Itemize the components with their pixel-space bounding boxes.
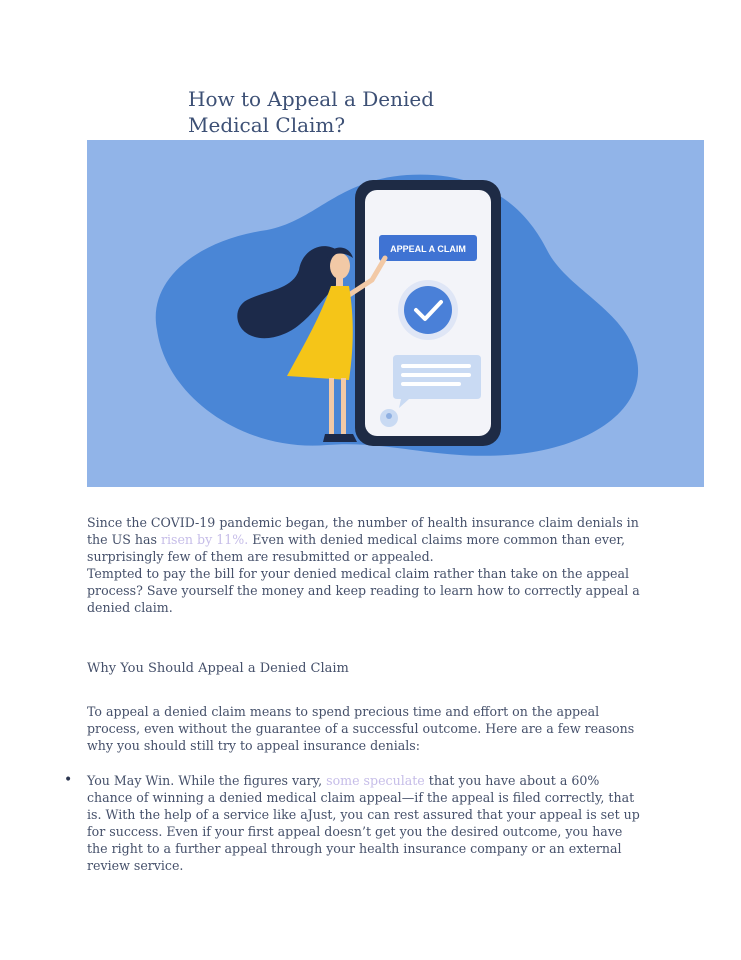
intro-paragraph: [87, 514, 647, 565]
woman-leg: [329, 378, 334, 434]
some-speculate-link[interactable]: some speculate: [326, 773, 425, 788]
phone-notch: [405, 184, 451, 190]
bullet-marker: •: [64, 772, 73, 788]
list-item-text: You May Win. While the figures vary,: [87, 773, 327, 788]
woman-face: [330, 253, 350, 279]
hero-illustration: [87, 140, 704, 487]
list-item-text: that you have about a 60% chance of winning a denied medical claim appeal—if the appeal is filed correctly, that is. With the help of a service like aJust, you can rest assured that your appeal is set up for success. Even if your first appeal doesn’t get you the desired outcome, you have the right to a further appeal through your health insurance company or an external review service.: [87, 773, 640, 873]
avatar-head: [386, 413, 392, 419]
article-title: How to Appeal a Denied Medical Claim?: [188, 87, 435, 137]
intro-text: Since the COVID-19 pandemic began, the number of health insurance claim denials in the US has: [87, 515, 639, 547]
appeal-claim-label: APPEAL A CLAIM: [390, 244, 466, 254]
woman-neck: [336, 276, 343, 286]
woman-shoe: [323, 434, 339, 442]
reasons-list: [64, 772, 647, 874]
woman-leg: [341, 378, 346, 434]
section-paragraph: To appeal a denied claim means to spend precious time and effort on the appeal process, even without the guarantee of a successful outcome. Here are a few reasons why you should still try to appeal insurance denials:: [87, 704, 635, 753]
message-line: [401, 382, 461, 386]
message-line: [401, 373, 471, 377]
intro-paragraph-2: Tempted to pay the bill for your denied medical claim rather than take on the appeal process? Save yourself the money and keep reading to learn how to correctly appeal a denied claim.: [87, 566, 640, 615]
section-heading: Why You Should Appeal a Denied Claim: [87, 661, 349, 676]
risen-link[interactable]: risen by 11%.: [160, 532, 249, 547]
message-line: [401, 364, 471, 368]
intro-section: [87, 514, 647, 616]
checkmark-icon: [404, 286, 452, 334]
intro-text: Even with denied medical claims more common than ever, surprisingly few of them are resubmitted or appealed.: [87, 532, 626, 564]
list-item: [64, 772, 647, 874]
